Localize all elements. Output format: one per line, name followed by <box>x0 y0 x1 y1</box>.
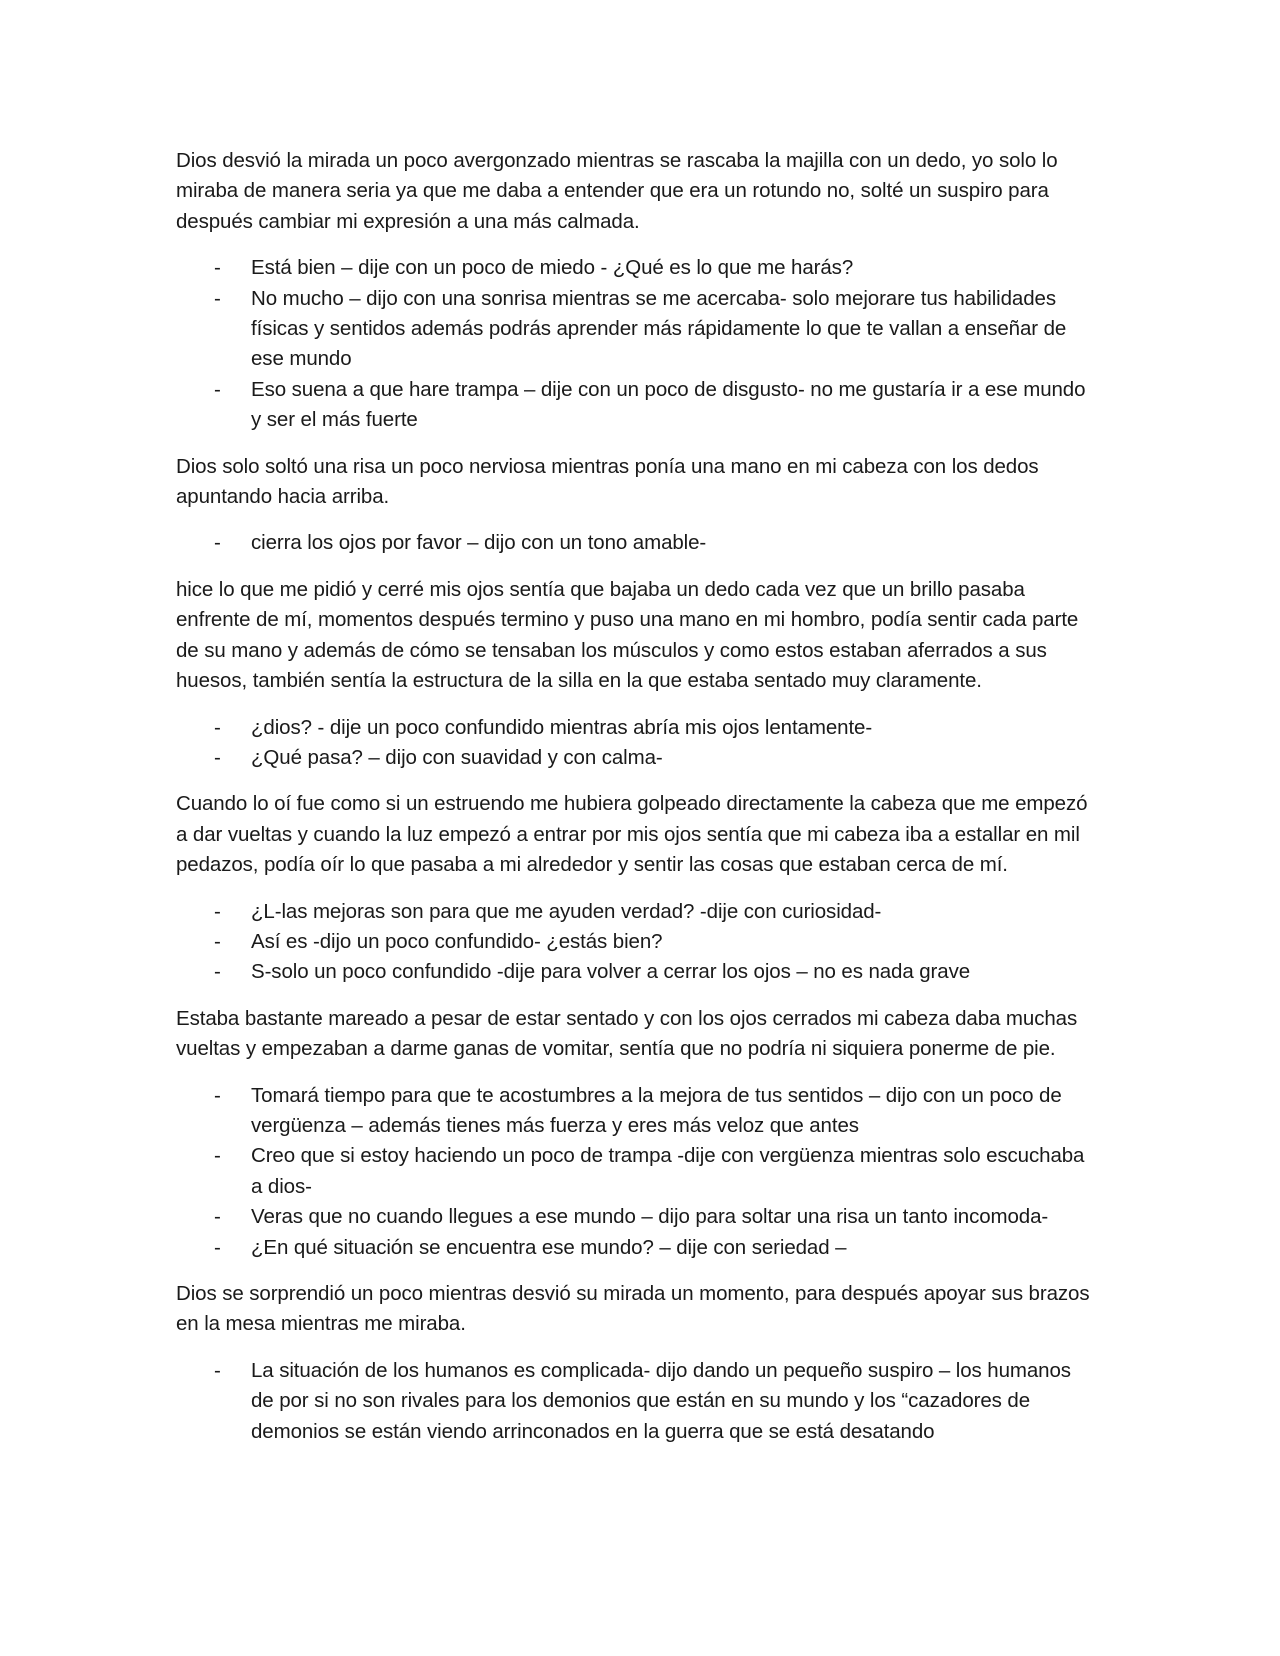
dialogue-line <box>176 253 1096 283</box>
dialogue-text: Eso suena a que hare trampa – dije con un poco de disgusto- no me gustaría ir a ese mundo y ser el más fuerte <box>251 377 1086 432</box>
dialogue-line <box>176 1081 1096 1142</box>
paragraph: Dios se sorprendió un poco mientras desvió su mirada un momento, para después apoyar sus brazos en la mesa mientras me miraba. <box>176 1282 1090 1336</box>
dash-bullet-icon: - <box>214 256 221 280</box>
dash-bullet-icon: - <box>214 960 221 984</box>
dash-bullet-icon: - <box>214 1144 221 1168</box>
paragraph: Estaba bastante mareado a pesar de estar sentado y con los ojos cerrados mi cabeza daba muchas vueltas y empezaban a darme ganas de vomitar, sentía que no podría ni siquiera ponerme de pie. <box>176 1006 1078 1061</box>
dialogue-text: ¿dios? - dije un poco confundido mientras abría mis ojos lentamente- <box>251 715 873 739</box>
paragraph: Cuando lo oí fue como si un estruendo me hubiera golpeado directamente la cabeza que me empezó a dar vueltas y cuando la luz empezó a entrar por mis ojos sentía que mi cabeza iba a estallar en mil pedazos, podía oír lo que pasaba a mi alrededor y sentir las cosas que estaban cerca de mí. <box>176 792 1088 877</box>
dialogue-line <box>176 1356 1096 1447</box>
dash-bullet-icon: - <box>214 745 221 769</box>
dialogue-line <box>176 743 1096 773</box>
dash-bullet-icon: - <box>214 715 221 739</box>
dialogue-text: Así es -dijo un poco confundido- ¿estás bien? <box>251 929 663 953</box>
paragraph: hice lo que me pidió y cerré mis ojos sentía que bajaba un dedo cada vez que un brillo pasaba enfrente de mí, momentos después termino y puso una mano en mi hombro, podía sentir cada parte de su mano y además de cómo se tensaban los músculos y como estos estaban aferrados a sus huesos, también sentía la estructura de la silla en la que estaba sentado muy claramente. <box>176 577 1079 693</box>
dash-bullet-icon: - <box>214 1358 221 1382</box>
paragraph: Dios solo soltó una risa un poco nerviosa mientras ponía una mano en mi cabeza con los dedos apuntando hacia arriba. <box>176 454 1039 509</box>
dialogue-text: Está bien – dije con un poco de miedo - ¿Qué es lo que me harás? <box>251 256 854 280</box>
dash-bullet-icon: - <box>214 929 221 953</box>
dialogue-line <box>176 1202 1096 1232</box>
document-page <box>176 146 1096 1463</box>
dialogue-text: ¿L-las mejoras son para que me ayuden verdad? -dije con curiosidad- <box>251 899 882 923</box>
dialogue-line <box>176 927 1096 957</box>
dash-bullet-icon: - <box>214 1205 221 1229</box>
dialogue-list <box>176 1356 1096 1447</box>
dialogue-line <box>176 897 1096 927</box>
dialogue-text: Tomará tiempo para que te acostumbres a la mejora de tus sentidos – dijo con un poco de vergüenza – además tienes más fuerza y eres más veloz que antes <box>251 1083 1062 1137</box>
dialogue-list <box>176 253 1096 435</box>
dialogue-line <box>176 713 1096 743</box>
dialogue-text: La situación de los humanos es complicada- dijo dando un pequeño suspiro – los humanos de por si no son rivales para los demonios que están en su mundo y los “cazadores de demonios se están viendo arrinconados en la guerra que se está desatando <box>251 1358 1071 1443</box>
dialogue-line <box>176 528 1096 558</box>
dialogue-list <box>176 528 1096 558</box>
dash-bullet-icon: - <box>214 899 221 923</box>
dash-bullet-icon: - <box>214 286 221 310</box>
paragraph: Dios desvió la mirada un poco avergonzado mientras se rascaba la majilla con un dedo, yo solo lo miraba de manera seria ya que me daba a entender que era un rotundo no, solté un suspiro para después cambiar mi expresión a una más calmada. <box>176 149 1058 233</box>
dialogue-text: S-solo un poco confundido -dije para volver a cerrar los ojos – no es nada grave <box>251 960 971 984</box>
dialogue-line <box>176 1141 1096 1202</box>
dash-bullet-icon: - <box>214 531 221 555</box>
dialogue-text: No mucho – dijo con una sonrisa mientras se me acercaba- solo mejorare tus habilidades físicas y sentidos además podrás aprender más rápidamente lo que te vallan a enseñar de ese mundo <box>251 286 1067 371</box>
dash-bullet-icon: - <box>214 1083 221 1107</box>
dialogue-text: ¿En qué situación se encuentra ese mundo? – dije con seriedad – <box>251 1235 847 1259</box>
dialogue-list <box>176 897 1096 988</box>
dialogue-list <box>176 1081 1096 1263</box>
dash-bullet-icon: - <box>214 377 221 401</box>
dialogue-line <box>176 957 1096 987</box>
dialogue-text: cierra los ojos por favor – dijo con un tono amable- <box>251 531 707 555</box>
dialogue-text: Veras que no cuando llegues a ese mundo – dijo para soltar una risa un tanto incomoda- <box>251 1205 1049 1229</box>
dialogue-text: ¿Qué pasa? – dijo con suavidad y con calma- <box>251 745 663 769</box>
dialogue-text: Creo que si estoy haciendo un poco de trampa -dije con vergüenza mientras solo escuchaba a dios- <box>251 1144 1085 1198</box>
dialogue-list <box>176 713 1096 774</box>
dialogue-line <box>176 1233 1096 1263</box>
dash-bullet-icon: - <box>214 1235 221 1259</box>
dialogue-line <box>176 284 1096 375</box>
dialogue-line <box>176 375 1096 436</box>
